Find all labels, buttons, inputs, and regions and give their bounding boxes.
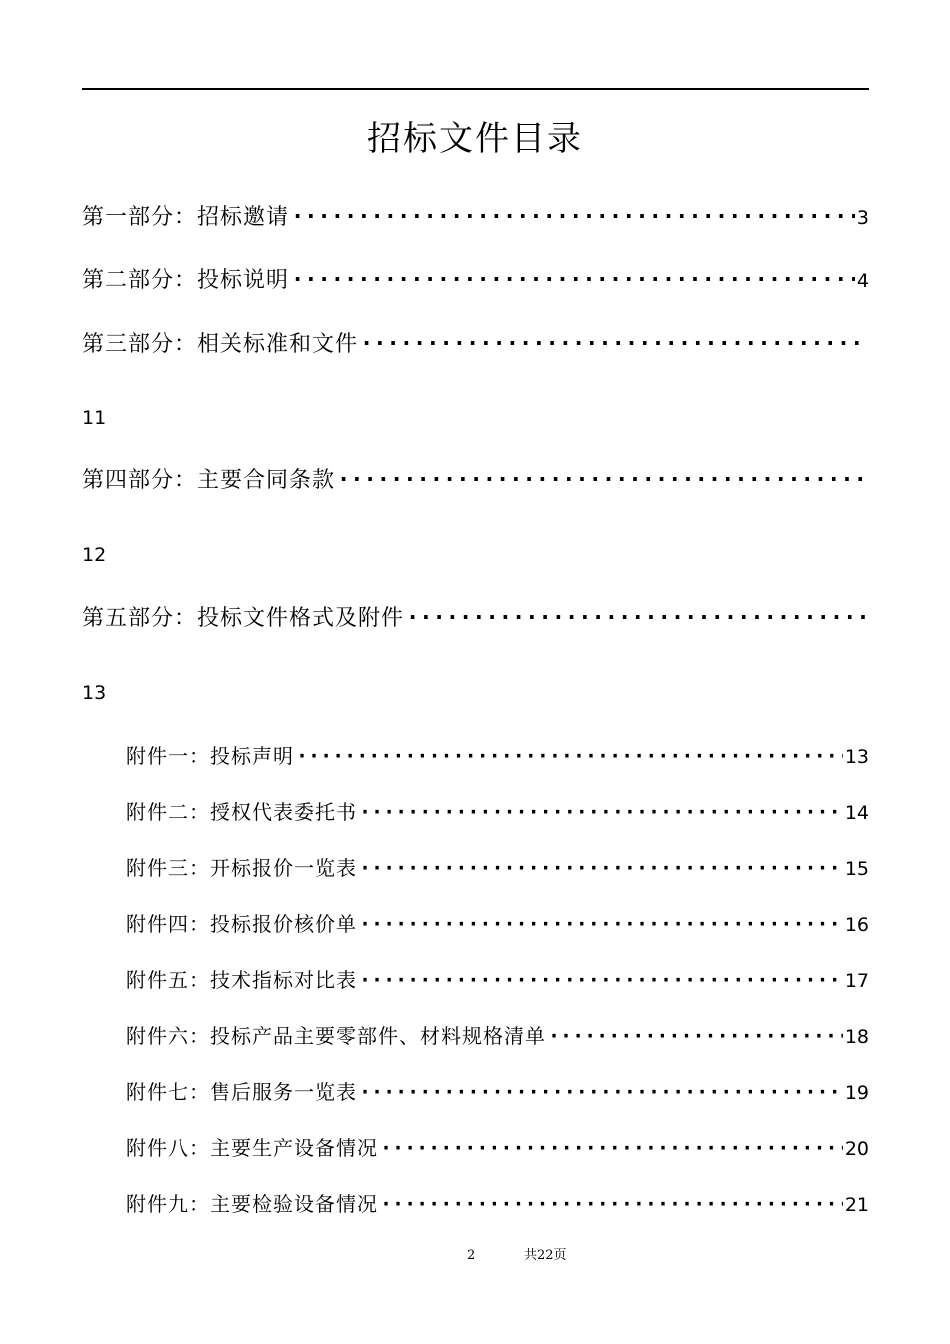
- toc-entry-page: 21: [844, 1194, 869, 1216]
- toc-entry-attachment-5[interactable]: [126, 966, 869, 995]
- toc-entry-page: 13: [82, 682, 107, 704]
- dot-leader: [291, 265, 855, 297]
- toc-entry-label: 附件一：投标声明: [126, 744, 294, 768]
- toc-entry-label: 附件七：售后服务一览表: [126, 1080, 357, 1104]
- toc-entry-part-2[interactable]: [82, 265, 869, 297]
- toc-entry-page: 3: [856, 207, 869, 229]
- dot-leader: [360, 329, 867, 361]
- toc-entry-page: 17: [844, 970, 869, 992]
- header-rule: [82, 88, 869, 90]
- document-title: 招标文件目录: [367, 119, 583, 159]
- toc-entry-attachment-4[interactable]: [126, 910, 869, 939]
- footer-page-number: 2: [467, 1248, 476, 1263]
- toc-entry-label: 第四部分：主要合同条款: [82, 468, 336, 493]
- toc-entry-label: 附件五：技术指标对比表: [126, 968, 357, 992]
- dot-leader: [359, 798, 843, 826]
- toc-entry-label: 附件九：主要检验设备情况: [126, 1192, 378, 1216]
- toc-entry-label: 第三部分：相关标准和文件: [82, 332, 359, 357]
- toc-entry-part-3[interactable]: [82, 329, 869, 361]
- dot-leader: [291, 202, 855, 234]
- toc-entry-page: 12: [82, 544, 107, 566]
- toc-entry-attachment-9[interactable]: [126, 1190, 869, 1219]
- toc-entry-attachment-2[interactable]: [126, 798, 869, 827]
- toc-entry-page: 13: [844, 746, 869, 768]
- toc-entry-part-4[interactable]: [82, 465, 869, 497]
- dot-leader: [337, 465, 867, 497]
- toc-entry-page: 18: [844, 1026, 869, 1048]
- toc-entry-attachment-1[interactable]: [126, 742, 869, 771]
- dot-leader: [359, 854, 843, 882]
- toc-entry-page: 11: [82, 407, 107, 429]
- toc-entry-page: 15: [844, 858, 869, 880]
- toc-entry-page: 20: [844, 1138, 869, 1160]
- toc-entry-page: 14: [844, 802, 869, 824]
- dot-leader: [406, 603, 867, 635]
- toc-entry-label: 第二部分：投标说明: [82, 268, 290, 293]
- dot-leader: [380, 1190, 843, 1218]
- toc-entry-label: 附件二：授权代表委托书: [126, 800, 357, 824]
- toc-entry-part-5[interactable]: [82, 603, 869, 635]
- toc-entry-label: 第五部分：投标文件格式及附件: [82, 606, 405, 631]
- dot-leader: [380, 1134, 843, 1162]
- toc-entry-part-1[interactable]: [82, 202, 869, 234]
- dot-leader: [359, 966, 843, 994]
- dot-leader: [359, 910, 843, 938]
- dot-leader: [359, 1078, 843, 1106]
- toc-entry-attachment-7[interactable]: [126, 1078, 869, 1107]
- dot-leader: [548, 1022, 843, 1050]
- toc-entry-page: 4: [856, 270, 869, 292]
- toc-entry-label: 附件八：主要生产设备情况: [126, 1136, 378, 1160]
- toc-entry-label: 附件六：投标产品主要零部件、材料规格清单: [126, 1024, 546, 1048]
- toc-entry-attachment-3[interactable]: [126, 854, 869, 883]
- toc-entry-label: 第一部分：招标邀请: [82, 205, 290, 230]
- toc-entry-label: 附件三：开标报价一览表: [126, 856, 357, 880]
- footer-page-total: 共22页: [524, 1248, 567, 1263]
- toc-entry-attachment-6[interactable]: [126, 1022, 869, 1051]
- toc-entry-attachment-8[interactable]: [126, 1134, 869, 1163]
- toc-entry-page: 16: [844, 914, 869, 936]
- toc-entry-page: 19: [844, 1082, 869, 1104]
- toc-entry-label: 附件四：投标报价核价单: [126, 912, 357, 936]
- dot-leader: [296, 742, 843, 770]
